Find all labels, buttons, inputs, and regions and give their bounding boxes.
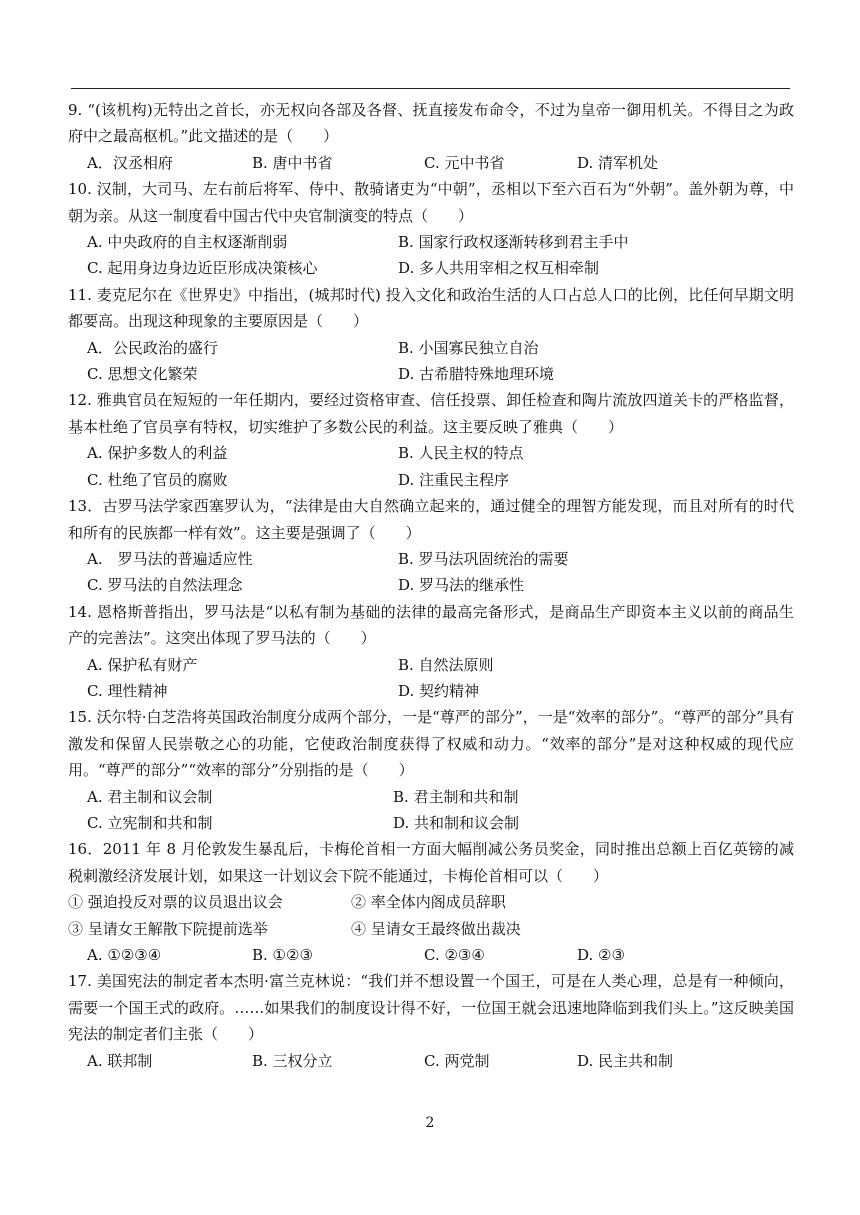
option-d[interactable]: D. 清军机处 — [577, 153, 659, 172]
options-row — [68, 652, 794, 678]
option-d[interactable]: D. 古希腊特殊地理环境 — [398, 365, 555, 384]
question-13 — [68, 493, 794, 599]
option-a[interactable]: A. 罗马法的普遍适应性 — [87, 549, 253, 568]
option-c[interactable]: C. 立宪制和共和制 — [87, 813, 213, 832]
option-a[interactable]: A．公民政治的盛行 — [87, 338, 218, 357]
option-a[interactable]: A. 保护多数人的利益 — [87, 444, 228, 463]
question-11 — [68, 282, 794, 388]
options-row — [68, 942, 794, 968]
option-d[interactable]: D. ②③ — [577, 946, 625, 964]
option-b[interactable]: B. 君主制和共和制 — [393, 787, 519, 806]
options-row — [68, 546, 794, 572]
page-number: 2 — [425, 1115, 435, 1131]
option-c[interactable]: C. ②③④ — [424, 946, 485, 964]
options-row — [68, 440, 794, 466]
options-row — [68, 678, 794, 704]
question-14 — [68, 599, 794, 705]
statements-row — [68, 889, 794, 915]
option-b[interactable]: B. 人民主权的特点 — [398, 444, 524, 463]
option-c[interactable]: C. 起用身边身边近臣形成决策核心 — [87, 259, 318, 278]
options-row — [68, 810, 794, 836]
question-10 — [68, 176, 794, 282]
option-d[interactable]: D. 注重民主程序 — [398, 470, 510, 489]
option-d[interactable]: D. 共和制和议会制 — [393, 813, 520, 832]
options-row — [68, 572, 794, 598]
options-row — [68, 361, 794, 387]
question-text: 14. 恩格斯普指出，罗马法是“以私有制为基础的法律的最高完备形式，是商品生产即资本主义以前的商品生产的完善法”。这突出体现了罗马法的（ ） — [68, 602, 794, 648]
question-text: 15. 沃尔特·白芝浩将英国政治制度分成两个部分，一是“尊严的部分”，一是“效率的部分”。“尊严的部分”具有激发和保留人民崇敬之心的功能，它使政治制度获得了权威和动力。“效率的部分”是对这种权威的现代应用。“尊严的部分”“效率的部分”分别指的是（ ） — [68, 708, 794, 780]
options-row — [68, 784, 794, 810]
question-text: 9. “(该机构)无特出之首长，亦无权向各部及各督、抚直接发布命令，不过为皇帝一御用机关。不得目之为政府中之最高枢机。”此文描述的是（ ） — [68, 101, 794, 146]
option-b[interactable]: B. 自然法原则 — [398, 655, 494, 674]
options-row — [68, 335, 794, 361]
option-d[interactable]: D. 民主共和制 — [577, 1051, 674, 1070]
question-12 — [68, 387, 794, 493]
question-9 — [68, 97, 794, 176]
option-a[interactable]: A. 君主制和议会制 — [87, 787, 213, 806]
statement-3: ③ 呈请女王解散下院提前选举 — [68, 919, 268, 938]
question-15 — [68, 704, 794, 836]
option-a[interactable]: A. 中央政府的自主权逐渐削弱 — [87, 233, 288, 252]
statement-2: ② 率全体内阁成员辞职 — [351, 893, 506, 912]
option-d[interactable]: D. 契约精神 — [398, 681, 480, 700]
statement-4: ④ 呈请女王最终做出裁决 — [351, 919, 521, 938]
statements-row — [68, 916, 794, 942]
option-a[interactable]: A. ①②③④ — [87, 946, 162, 964]
option-d[interactable]: D. 多人共用宰相之权互相牵制 — [398, 259, 600, 278]
option-c[interactable]: C. 罗马法的自然法理念 — [87, 576, 243, 595]
question-17 — [68, 968, 794, 1074]
option-b[interactable]: B. 罗马法巩固统治的需要 — [398, 549, 569, 568]
options-row — [68, 229, 794, 255]
option-c[interactable]: C. 元中书省 — [424, 153, 505, 172]
question-16 — [68, 836, 794, 968]
question-list — [68, 97, 794, 1074]
options-row — [68, 1048, 794, 1074]
options-row — [68, 467, 794, 493]
option-a[interactable]: A. 保护私有财产 — [87, 655, 198, 674]
option-a[interactable]: A. 联邦制 — [87, 1051, 153, 1070]
statement-1: ① 强迫投反对票的议员退出议会 — [68, 893, 283, 912]
option-c[interactable]: C. 杜绝了官员的腐败 — [87, 470, 228, 489]
option-a[interactable]: A．汉丞相府 — [87, 153, 173, 172]
option-b[interactable]: B. ①②③ — [252, 946, 313, 964]
options-row — [68, 150, 794, 176]
question-text: 17. 美国宪法的制定者本杰明·富兰克林说：“我们并不想设置一个国王，可是在人类心理，总是有一种倾向，需要一个国王式的政府。……如果我们的制度设计得不好，一位国王就会迅速地降临到我们头上。”这反映美国宪法的制定者们主张（ ） — [68, 972, 794, 1044]
option-b[interactable]: B. 国家行政权逐渐转移到君主手中 — [398, 233, 629, 252]
header-rule — [71, 88, 790, 89]
question-text: 12. 雅典官员在短短的一年任期内，要经过资格审查、信任投票、卸任检查和陶片流放四道关卡的严格监督，基本杜绝了官员享有特权，切实维护了多数公民的利益。这主要反映了雅典（ ） — [68, 391, 794, 436]
option-b[interactable]: B. 唐中书省 — [252, 153, 333, 172]
option-c[interactable]: C. 两党制 — [424, 1051, 490, 1070]
question-text: 11. 麦克尼尔在《世界史》中指出，(城邦时代) 投入文化和政治生活的人口占总人口的比例，比任何早期文明都要高。出现这种现象的主要原因是（ ） — [68, 285, 794, 331]
options-row — [68, 255, 794, 281]
option-c[interactable]: C. 理性精神 — [87, 681, 168, 700]
question-text: 10. 汉制，大司马、左右前后将军、侍中、散骑诸吏为“中朝”，丞相以下至六百石为“外朝”。盖外朝为尊，中朝为亲。从这一制度看中国古代中央官制演变的特点（ ） — [68, 180, 794, 225]
question-text: 13．古罗马法学家西塞罗认为，“法律是由大自然确立起来的，通过健全的理智方能发现，而且对所有的时代和所有的民族都一样有效”。这主要是强调了（ ） — [68, 497, 794, 542]
question-text: 16．2011 年 8 月伦敦发生暴乱后，卡梅伦首相一方面大幅削减公务员奖金，同时推出总额上百亿英镑的减税刺激经济发展计划，如果这一计划议会下院不能通过，卡梅伦首相可以（ ） — [68, 840, 794, 885]
option-c[interactable]: C. 思想文化繁荣 — [87, 365, 198, 384]
option-b[interactable]: B. 小国寡民独立自治 — [398, 338, 539, 357]
option-d[interactable]: D. 罗马法的继承性 — [398, 576, 525, 595]
option-b[interactable]: B. 三权分立 — [252, 1051, 333, 1070]
